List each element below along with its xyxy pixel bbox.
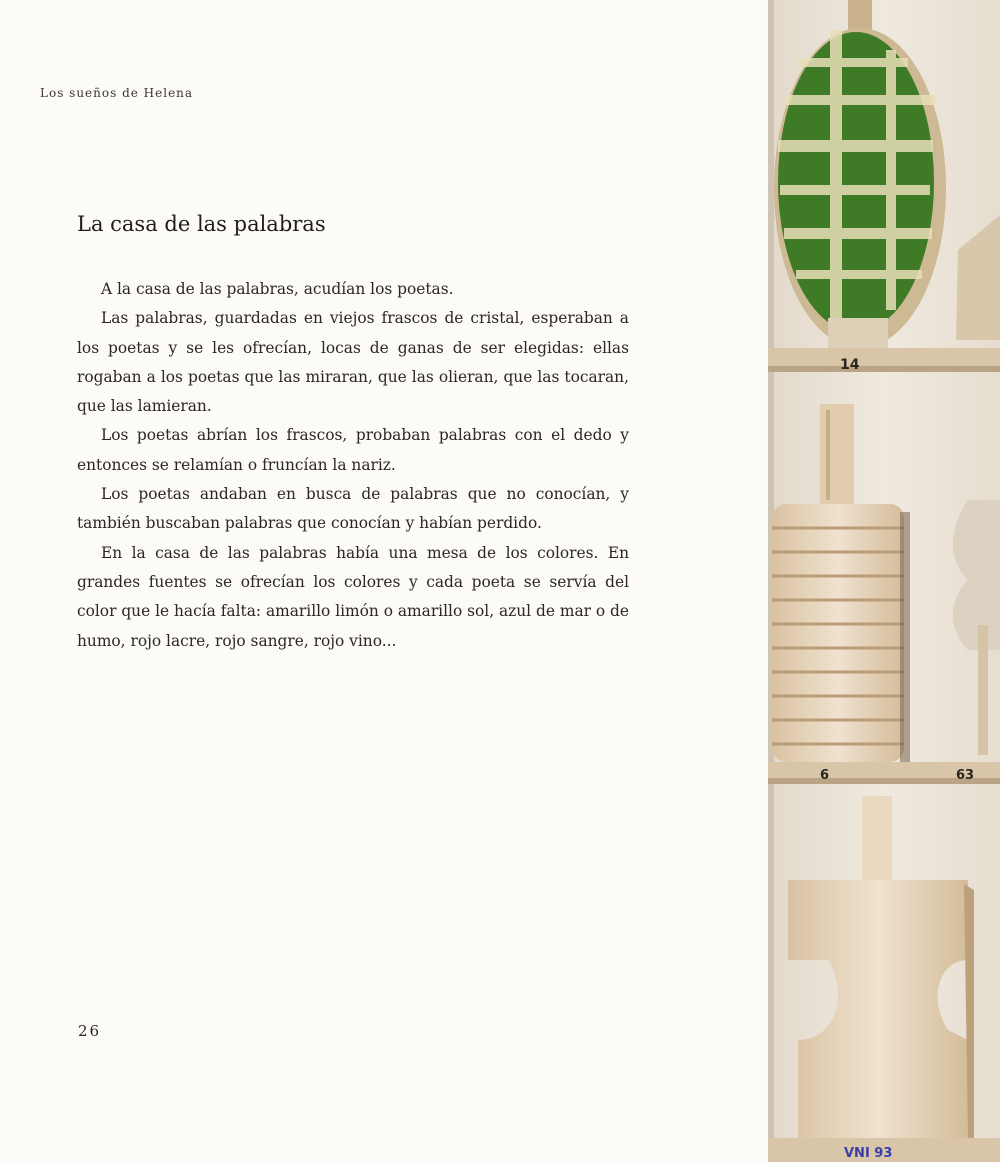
paragraph: Los poetas andaban en busca de palabras que no conocían, y también buscaban palabras que conocían y habían perdido. <box>77 485 629 533</box>
wood-stick <box>862 796 892 880</box>
paragraph: A la casa de las palabras, acudían los poetas. <box>101 280 454 298</box>
paragraph: Las palabras, guardadas en viejos frascos de cristal, esperaban a los poetas y se les ofrecían, locas de ganas de ser elegidas: ellas rogaban a los poetas que las miraran, que las olieran, que las tocaran, que las lamieran. <box>77 309 629 416</box>
paragraph: En la casa de las palabras había una mesa de los colores. En grandes fuentes se ofrecían los colores y cada poeta se servía del color que le hacía falta: amarillo limón o amarillo sol, azul de mar o de humo, rojo lacre, rojo sangre, rojo vino... <box>77 543 629 650</box>
body-text <box>77 275 629 656</box>
shelf-label: 63 <box>956 768 975 783</box>
page-number: 26 <box>78 1022 102 1040</box>
ridged-wood-block <box>772 504 904 762</box>
paragraph: Los poetas abrían los frascos, probaban palabras con el dedo y entonces se relamían o fruncían la nariz. <box>77 426 629 474</box>
shelf-label: 6 <box>820 768 830 783</box>
wood-stick <box>820 404 854 504</box>
chapter-title: La casa de las palabras <box>77 212 326 236</box>
running-head: Los sueños de Helena <box>40 86 194 100</box>
shelf-label: 14 <box>840 357 860 373</box>
shelf-illustration <box>768 0 1000 1162</box>
shelf-label: VNI 93 <box>844 1146 893 1161</box>
wooden-letters-photo <box>768 0 1000 1162</box>
